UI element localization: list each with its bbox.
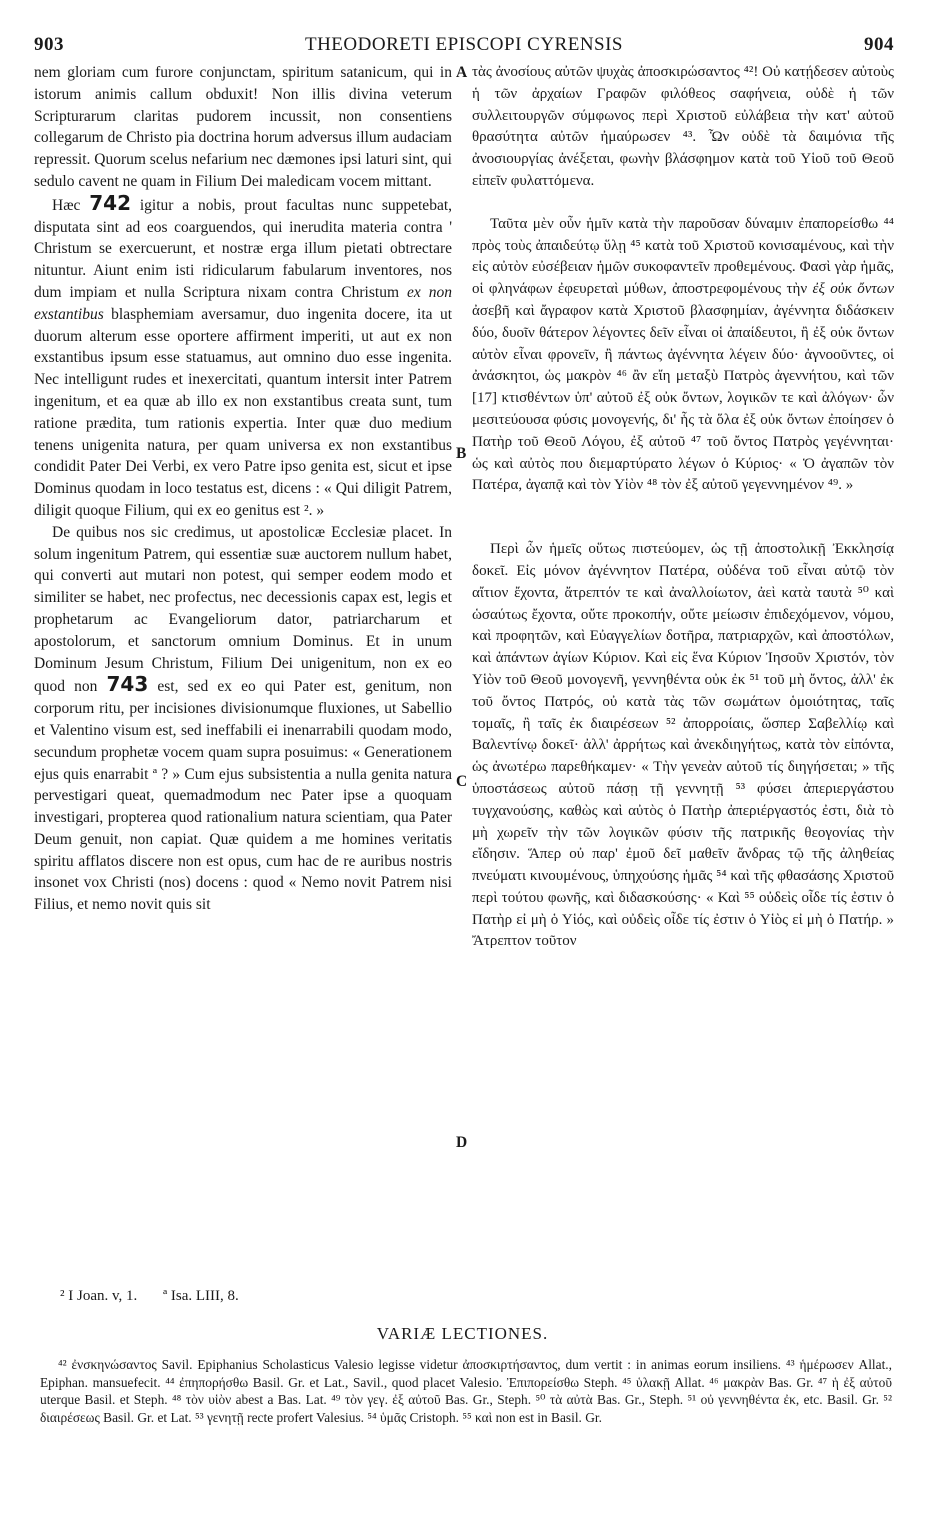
page-number-left: 903: [34, 34, 64, 55]
variae-lectiones-notes: [40, 1356, 892, 1426]
greek-paragraph-3: Περὶ ὧν ἡμεῖς οὕτως πιστεύομεν, ὡς τῇ ἀποστολικῇ Ἐκκλησίᾳ δοκεῖ. Εἰς μόνον ἀγέννητον Πατέρα, οὐδένα τοῦ εἶναι αὐτῷ τὸν αἴτιον ἔχοντα, ἄτρεπτόν τε καὶ ἀναλλοίωτον, ἀεὶ κατὰ ταυτὰ ⁵⁰ καὶ ὡσαύτως ἔχοντα, οὔτε προκοπήν, οὔτε μείωσιν ἐπιδεχόμενον, νόμου, καὶ προφητῶν, καὶ Εὐαγγελίων δοτῆρα, πατριαρχῶν, καὶ ἀποστόλων, καὶ ἁπάντων ἁγίων Κύριον. Καὶ εἰς ἕνα Κύριον Ἰησοῦν Χριστόν, τὸν Υἱὸν τοῦ Θεοῦ μονογενῆ, γεννηθέντα οὐκ ἐκ ⁵¹ τοῦ μὴ ὄντος, ἀλλ' ἐκ τοῦ ὄντος Πατρός, οὐ κατὰ τὰς τῶν σωμάτων ὁμοιότητας, ταῖς τομαῖς, ἢ ταῖς ἐκ διαιρέσεων ⁵² ἀπορροίαις, ὥσπερ Σαβελλίῳ καὶ Βαλεντίνῳ δοκεῖ· ἀλλ' ἀρρήτως καὶ ἀνεκδιηγήτως, κατὰ τὸν εἰπόντα, ὡς ἀνωτέρω παρεθήκαμεν· « Τὴν γενεὰν αὐτοῦ τίς διηγήσεται; » τῆς ὑποστάσεως αὐτοῦ πάσῃ τῇ γεννητῇ ⁵³ φύσει ἀπεριεργάστου τυγχανούσης, καθὼς καὶ αὐτὸς ὁ Πατὴρ ἀπεριέργαστός ἐστι, διὰ τὸ μὴ χωρεῖν τὴν τῶν λογικῶν φύσιν τῆς πατρικῆς θεογονίας τὴν εἴδησιν. Ἅπερ οὐ παρ' ἐμοῦ δεῖ μαθεῖν ἄνδρας τῷ τῆς ἀληθείας πνεύματι κινουμένους, ὑπηχούσης ἡμᾶς ⁵⁴ καὶ τῆς φθασάσης Χριστοῦ περὶ τούτου φωνῆς, καὶ διδασκούσης· « Καὶ ⁵⁵ οὐδεὶς οἶδε τίς ἐστιν ὁ Πατὴρ εἰ μὴ ὁ Υἱός, καὶ οὐδεὶς οἶδε τίς ἐστιν ὁ Υἱὸς εἰ μὴ ὁ Πατήρ. » Ἄτρεπτον τοῦτον: [472, 541, 894, 950]
margin-marker-b: B: [456, 445, 467, 462]
margin-marker-c: C: [456, 773, 468, 790]
page-number-right: 904: [864, 34, 894, 55]
migne-column-number: 742: [89, 190, 132, 215]
greek-p2-text: Ταῦτα μὲν οὖν ἡμῖν κατὰ τὴν παροῦσαν δύναμιν ἐπαπορείσθω ⁴⁴ πρὸς τοὺς ἀπαιδεύτῳ ὕλῃ ⁴⁵ κατὰ τοῦ Χριστοῦ κονισαμένους, καὶ τὴν εἰς αὐτὸν εὐσέβειαν ἡμῶν συκοφαντεῖν προθεμένους. Φασὶ γὰρ ἡμᾶς, οἱ φληνάφων ἐφευρεταὶ μύθων, ἀποστρεφομένους τὴν: [472, 215, 894, 298]
latin-paragraph-3: [34, 522, 452, 916]
latin-column: [34, 62, 452, 916]
latin-p2-text: igitur a nobis, prout facultas nunc suppetebat, disputata sint ad eos coarguendos, qui inerudita materia contra ' Christum se exercuerunt, et nostræ erga illum pietati obtrectare nituntur. Aiunt enim isti ridicularum fabularum inventores, nos dum impiam et nulla Scriptura nixam contra Christum: [34, 196, 453, 301]
greek-p2-rest: ἀσεβῆ καὶ ἄγραφον κατὰ Χριστοῦ βλασφημίαν, ἀγέννητα διδάσκειν δύο, δυοῖν θάτερον λέγοντες δεῖν εἶναι οἱ ἀπαίδευτοι, ἢ ἐξ οὐκ ὄντων αὐτὸν εἶναι φρονεῖν, ἢ πάντως ἀγέννητα λέγειν δύο· ἀγνοοῦντες, οἱ ἀνάσκητοι, ὡς μακρὸν ⁴⁶ ἂν εἴη μεταξὺ Πατρὸς ἀγεννήτου, καὶ τῶν [17] κτισθέντων ὑπ' αὐτοῦ ἐξ οὐκ ὄντων, λογικῶν τε καὶ ἀλόγων· ὧν μεσιτεύουσα φύσις μονογενής, δι' ἧς τὰ ὅλα ἐξ οὐκ ὄντων ἐποίησεν ὁ Πατὴρ τοῦ Θεοῦ Λόγου, ἐξ αὐτοῦ ⁴⁷ τοῦ ὄντος Πατρὸς γεγέννηται· ὡς καὶ αὐτὸς που διεμαρτύρατο λέγων ὁ Κύριος· « Ὁ ἀγαπῶν τὸν Πατέρα, ἀγαπᾷ καὶ τὸν Υἱὸν ⁴⁸ τὸν ἐξ αὐτοῦ γεγεννημένον ⁴⁹. »: [472, 302, 894, 494]
running-title: THEODORETI EPISCOPI CYRENSIS: [304, 34, 624, 55]
variae-lectiones-heading: VARIÆ LECTIONES.: [376, 1324, 549, 1343]
latin-p3-text: De quibus nos sic credimus, ut apostolicæ Ecclesiæ placet. In solum ingenitum Patrem, qui essentiæ suæ auctorem nullum habet, qui converti aut mutari non potest, qui semper eodem modo et similiter se habet, nec profectus, nec decessionis capax est, legis et prophetarum ac Evangeliorum dator, patriarcharum et apostolorum, et sanctorum omnium Dominus. Et in unum Dominum Jesum Christum, Filium Dei unigenitum, non ex eo quod non: [34, 523, 452, 696]
variae-lectiones-text: ⁴² ἐνσκηνώσαντος Savil. Epiphanius Scholasticus Valesio legisse videtur ἀποσκιρτήσαντος, dum vertit : in animas eorum insiliens. ⁴³ ἡμέρωσεν Allat., Epiphan. mansuefecit. ⁴⁴ ἐπηπορήσθω Basil. Gr. et Lat., Savil., quod placet Valesio. Ἐπιπορείσθω Steph. ⁴⁵ ὑλακῇ Allat. ⁴⁶ μακρὰν Bas. Gr. ⁴⁷ ἡ ἐξ αὐτοῦ uterque Basil. et Steph. ⁴⁸ τὸν υἱὸν abest a Bas. Lat. ⁴⁹ τὸν γεγ. ἐξ αὐτοῦ Bas. Gr., Steph. ⁵⁰ τὰ αὐτὰ Bas. Gr., Steph. ⁵¹ οὐ γεννηθέντα ἐκ, etc. Basil. Gr. ⁵² διαιρέσεως Basil. Gr. et Lat. ⁵³ γενητῇ recte profert Valesius. ⁵⁴ ὑμᾶς Cristoph. ⁵⁵ καὶ non est in Basil. Gr.: [40, 1357, 892, 1425]
greek-column: [472, 62, 894, 953]
margin-marker-d: D: [456, 1134, 468, 1151]
greek-paragraph-2: [472, 214, 894, 497]
latin-italic-phrase: ex non exstantibus: [34, 283, 453, 323]
page-header: [34, 34, 894, 56]
latin-p2-start: Hæc: [52, 196, 81, 214]
migne-column-number: 743: [106, 672, 149, 697]
greek-paragraph-1: τὰς ἀνοσίους αὐτῶν ψυχὰς ἀποσκιρώσαντος ⁴²! Οὐ κατῄδεσεν αὐτοὺς ἡ τῶν ἀρχαίων Γραφῶν φιλόθεος σαφήνεια, οὐδὲ ἡ τῶν συλλειτουργῶν σύμφωνος περὶ Χριστοῦ εὐλάβεια τὴν κατ' αὐτοῦ θρασύτητα αὐτῶν ἠμαύρωσεν ⁴³. Ὧν οὐδὲ τὰ δαιμόνια τῆς ἀνοσιουργίας ἀνέξεται, φωνὴν βλάσφημον κατὰ τοῦ Υἱοῦ τοῦ Θεοῦ εἰπεῖν φυλαττόμενα.: [472, 64, 894, 189]
latin-p3-rest: est, sed ex eo qui Pater est, genitum, non corporum ritu, per incisiones divisionumque fluxiones, ut Sabellio et Valentino visum est, sed ineffabili ei inenarrabili quodam modo, secundum prophetæ vocem quam supra posuimus: « Generationem ejus quis enarrabit ª ? » Cum ejus subsistentia a nulla genita natura pervestigari queat, quemadmodum nec Pater ipse a quoquam investigari, propterea quod rationalium natura scientiam, qua Pater Deum genuit, non capiat. Quæ quidem a me homines veritatis spiritu afflatos discere non est opus, cum hac de re auribus nostris insonet vox Christi (nos) docens : quod « Nemo novit Patrem nisi Filius, et nemo novit quis sit: [34, 678, 453, 914]
latin-paragraph-2: [34, 190, 453, 522]
latin-p2-rest: blasphemiam aversamur, duo ingenita docere, ita ut duorum alterum esse oportere affirment imperiti, ut aut ex non exstantibus ipsum esse statuamus, aut omnino duo esse ingenita. Nec intelligunt rudes et inexercitati, quantum intersit inter Patrem ingenitum, et ea quæ ab illo ex non exstantibus creata sunt, tum ratione prædita, tum rationis expertia. Inter quæ duo medium tenens unigenita natura, per quam universa ex non exstantibus condidit Pater Dei Verbi, ex vero Patre ipso genita est, sicut et ipse Dominus quodam in loco testatus est, dicens : « Qui diligit Patrem, diligit quoque Filium, qui ex eo genitus est ². »: [34, 305, 453, 519]
footnote-1: ² I Joan. v, 1.: [60, 1288, 138, 1304]
margin-marker-a: A: [456, 64, 468, 81]
greek-italic-phrase: ἐξ οὐκ ὄντων: [812, 281, 894, 298]
latin-footnotes: [60, 1288, 261, 1305]
latin-paragraph-1: nem gloriam cum furore conjunctam, spiritum satanicum, qui in istorum animis callum obduxit! Non illis divina veterum Scripturarum claritas pudorem incussit, non consentiens collegarum de Christo pia doctrina horum adversus illum audaciam repressit. Quorum scelus nefarium nec dæmones ipsi laturi sint, qui sedulo cavent ne quam in Filium Dei maledicam vocem mittant.: [34, 64, 452, 190]
footnote-2: ª Isa. LIII, 8.: [163, 1288, 239, 1304]
